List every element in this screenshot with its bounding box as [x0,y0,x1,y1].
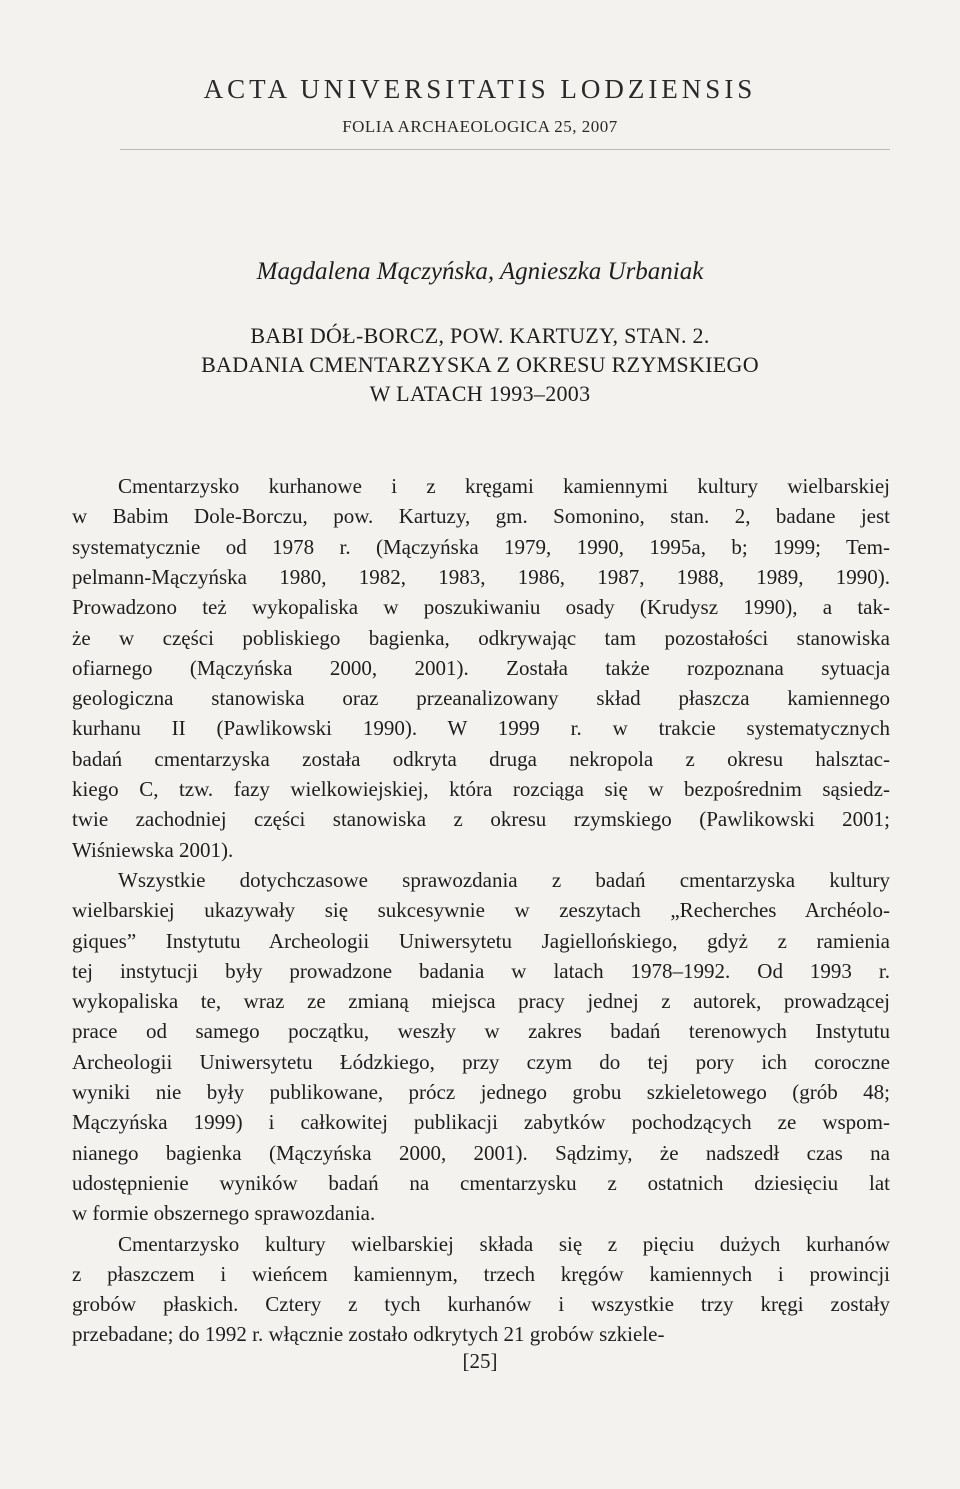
body-line: kurhanu II (Pawlikowski 1990). W 1999 r. w trakcie systematycznych [72,716,890,741]
body-line: Wszystkie dotychczasowe sprawozdania z badań cmentarzyska kultury [118,867,890,892]
body-line: wielbarskiej ukazywały się sukcesywnie w zeszytach „Recherches Archéolo- [72,898,890,923]
body-line: kiego C, tzw. fazy wielkowiejskiej, która rozciąga się w bezpośrednim sąsiedz- [72,777,890,801]
journal-title: ACTA UNIVERSITATIS LODZIENSIS [203,74,757,104]
body-line: że w części pobliskiego bagienka, odkrywając tam pozostałości stanowiska [72,625,890,650]
article-authors: Magdalena Mączyńska, Agnieszka Urbaniak [256,258,704,285]
body-line: Cmentarzysko kultury wielbarskiej składa się z pięciu dużych kurhanów [118,1231,890,1256]
body-line: wyniki nie były publikowane, prócz jednego grobu szkieletowego (grób 48; [72,1080,890,1104]
body-line: badań cmentarzyska została odkryta druga nekropola z okresu halsztac- [72,746,890,771]
body-line: wykopaliska te, wraz ze zmianą miejsca pracy jednej z autorek, prowadzącej [72,989,890,1014]
article-title-line-1: BABI DÓŁ-BORCZ, POW. KARTUZY, STAN. 2. [250,323,710,348]
body-line: udostępnienie wyników badań na cmentarzysku z ostatnich dziesięciu lat [72,1170,890,1195]
body-line: z płaszczem i wieńcem kamiennym, trzech kręgów kamiennych i prowincji [72,1261,890,1286]
body-line: w Babim Dole-Borczu, pow. Kartuzy, gm. Somonino, stan. 2, badane jest [72,504,890,529]
body-line: nianego bagienka (Mączyńska 2000, 2001). Sądzimy, że nadszedł czas na [72,1140,890,1165]
page-number: [25] [462,1349,498,1373]
body-line: prace od samego początku, weszły w zakres badań terenowych Instytutu [72,1019,890,1044]
article-title-line-2: BADANIA CMENTARZYSKA Z OKRESU RZYMSKIEGO [201,352,759,377]
body-line: grobów płaskich. Cztery z tych kurhanów i wszystkie trzy kręgi zostały [72,1292,890,1317]
body-line: pelmann-Mączyńska 1980, 1982, 1983, 1986, 1987, 1988, 1989, 1990). [72,564,890,589]
body-line: Archeologii Uniwersytetu Łódzkiego, przy czym do tej pory ich coroczne [72,1049,890,1074]
body-line: Mączyńska 1999) i całkowitej publikacji zabytków pochodzących ze wspom- [72,1110,890,1135]
body-line: systematycznie od 1978 r. (Mączyńska 1979, 1990, 1995a, b; 1999; Tem- [72,534,890,559]
body-line: twie zachodniej części stanowiska z okresu rzymskiego (Pawlikowski 2001; [72,807,890,832]
body-line: giques” Instytutu Archeologii Uniwersytetu Jagiellońskiego, gdyż z ramienia [72,928,890,953]
body-line: Prowadzono też wykopaliska w poszukiwaniu osady (Krudysz 1990), a tak- [72,595,890,620]
header-rule [120,149,890,150]
body-line: Wiśniewska 2001). [72,837,234,862]
journal-series: FOLIA ARCHAEOLOGICA 25, 2007 [342,117,618,136]
body-line: tej instytucji były prowadzone badania w latach 1978–1992. Od 1993 r. [72,958,890,983]
body-line: geologiczna stanowiska oraz przeanalizowany skład płaszcza kamiennego [72,686,890,711]
article-title-line-3: W LATACH 1993–2003 [369,381,591,406]
body-line: w formie obszernego sprawozdania. [72,1201,376,1226]
body-line: Cmentarzysko kurhanowe i z kręgami kamiennymi kultury wielbarskiej [118,474,890,498]
body-line: przebadane; do 1992 r. włącznie zostało odkrytych 21 grobów szkiele- [72,1322,665,1347]
body-line: ofiarnego (Mączyńska 2000, 2001). Została także rozpoznana sytuacja [72,655,890,680]
